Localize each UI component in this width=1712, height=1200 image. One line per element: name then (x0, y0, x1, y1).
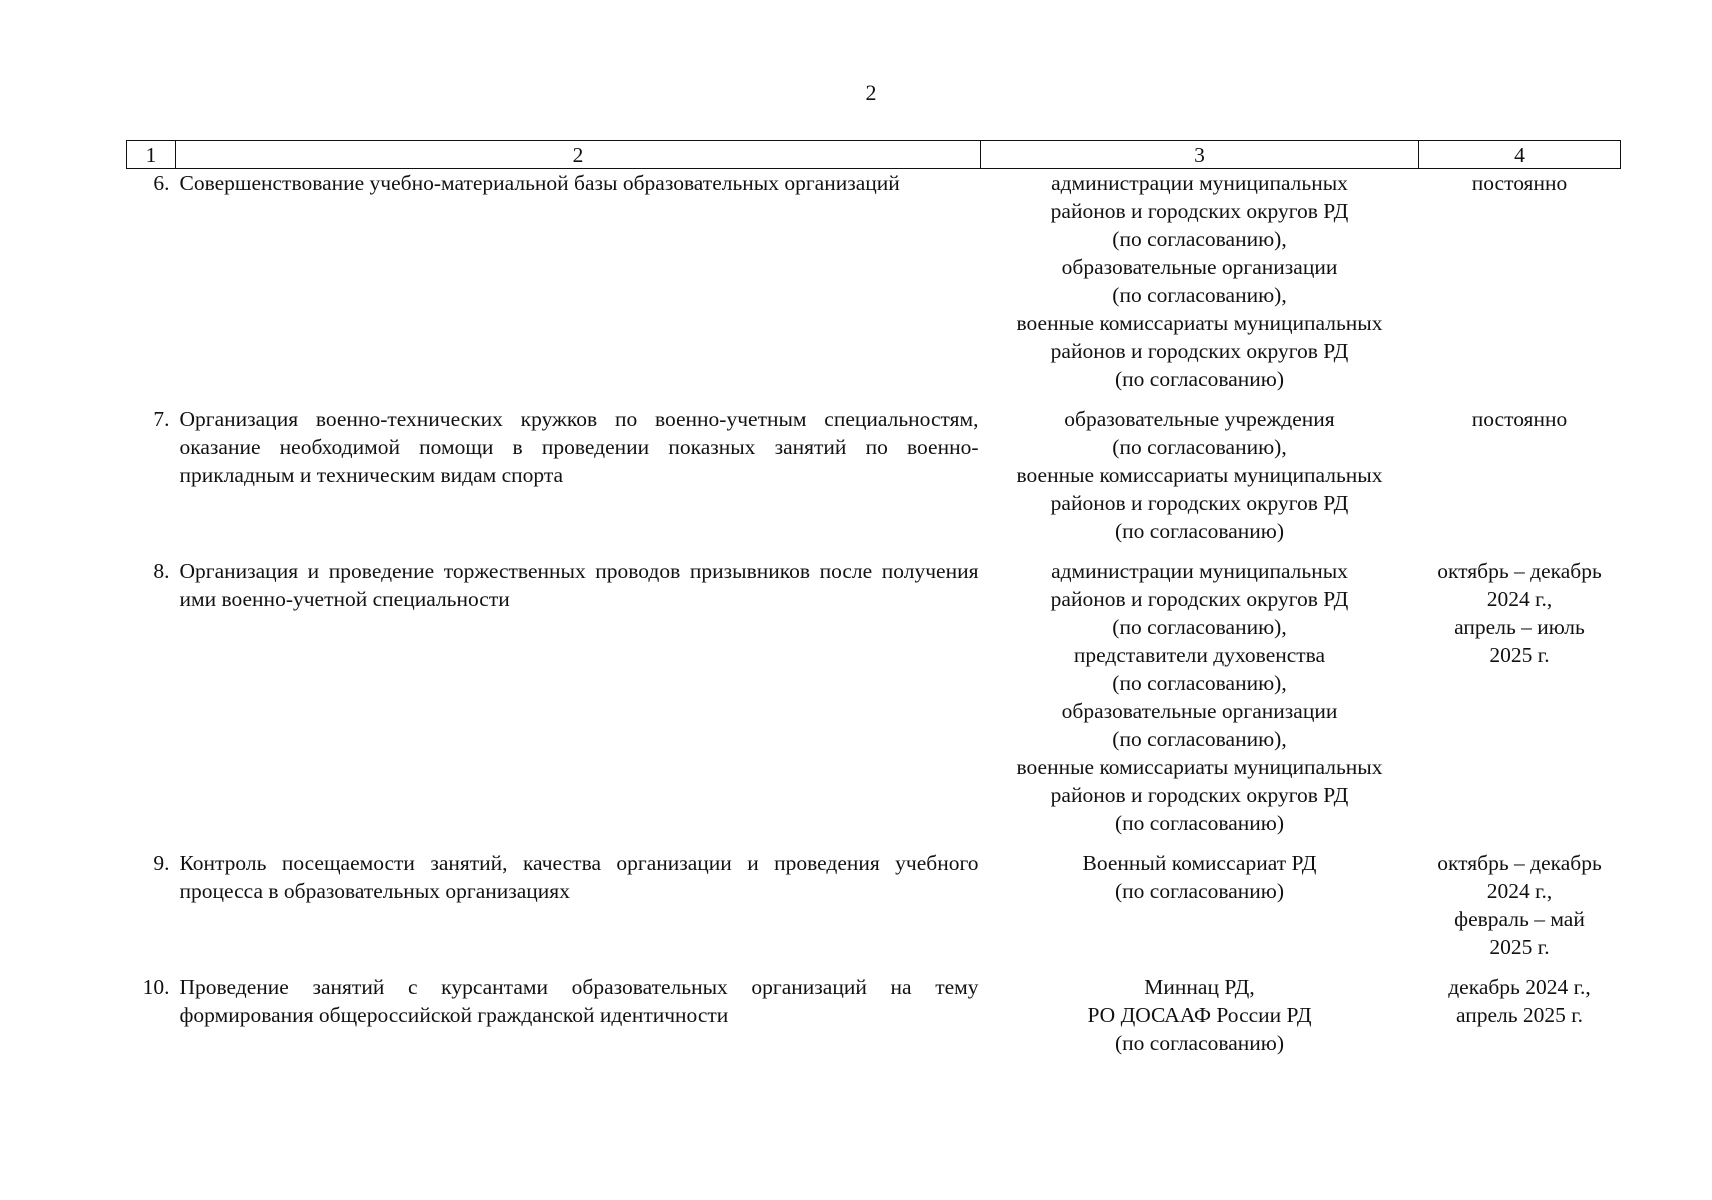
activity-description: Совершенствование учебно-материальной базы образовательных организаций (179, 171, 900, 195)
term-line: апрель – июль (1454, 615, 1585, 639)
executor-line: военные комиссариаты муниципальных (1016, 755, 1383, 779)
executor-line: администрации муниципальных (1051, 171, 1348, 195)
activity-plan-table (126, 140, 1621, 1069)
executor-line: (по согласованию) (1114, 879, 1285, 903)
activity-description: Контроль посещаемости занятий, качества организации и проведения учебного процесса в образовательных организациях (179, 851, 979, 903)
term-line: февраль – май (1454, 907, 1585, 931)
executor-line: (по согласованию), (1112, 671, 1287, 695)
term-line: 2024 г., (1486, 879, 1553, 903)
table-row (127, 405, 1621, 557)
executor-line: представители духовенства (1073, 643, 1326, 667)
term-line: 2025 г. (1489, 643, 1550, 667)
executor-line: администрации муниципальных (1051, 559, 1348, 583)
completion-term (1419, 557, 1621, 849)
completion-term (1419, 405, 1621, 557)
row-number: 10. (142, 975, 170, 999)
term-line: постоянно (1471, 407, 1568, 431)
header-col-4: 4 (1419, 141, 1621, 169)
table-body (127, 169, 1621, 1070)
table-row (127, 849, 1621, 973)
executor-line: Военный комиссариат РД (1082, 851, 1317, 875)
term-line: постоянно (1471, 171, 1568, 195)
completion-term (1419, 849, 1621, 973)
executor-line: военные комиссариаты муниципальных (1016, 311, 1383, 335)
executor-line: (по согласованию), (1112, 435, 1287, 459)
executor-line: (по согласованию) (1114, 1031, 1285, 1055)
executor-line: (по согласованию), (1112, 227, 1287, 251)
executor-line: районов и городских округов РД (1050, 339, 1349, 363)
executor-line: районов и городских округов РД (1050, 199, 1349, 223)
executor-line: районов и городских округов РД (1050, 491, 1349, 515)
activity-description: Организация и проведение торжественных проводов призывников после получения ими военно-учетной специальности (179, 559, 979, 611)
executor-line: (по согласованию), (1112, 283, 1287, 307)
executor-line: районов и городских округов РД (1050, 783, 1349, 807)
executor-line: (по согласованию) (1114, 519, 1285, 543)
term-line: октябрь – декабрь (1437, 851, 1602, 875)
table-row (127, 557, 1621, 849)
executor-line: военные комиссариаты муниципальных (1016, 463, 1383, 487)
responsible-executors (981, 557, 1419, 849)
term-line: 2024 г., (1486, 587, 1553, 611)
header-col-2: 2 (176, 141, 981, 169)
executor-line: (по согласованию), (1112, 727, 1287, 751)
responsible-executors (981, 169, 1419, 406)
page-number: 2 (865, 80, 877, 105)
executor-line: РО ДОСААФ России РД (1087, 1003, 1312, 1027)
executor-line: Миннац РД, (1144, 975, 1255, 999)
table-row (127, 169, 1621, 406)
term-line: апрель 2025 г. (1455, 1003, 1584, 1027)
responsible-executors (981, 405, 1419, 557)
executor-line: (по согласованию), (1112, 615, 1287, 639)
table-header-row (127, 141, 1621, 169)
activity-description: Организация военно-технических кружков по военно-учетным специальностям, оказание необходимой помощи в проведении показных занятий по военно-прикладным и техническим видам спорта (179, 407, 979, 487)
executor-line: образовательные учреждения (1064, 407, 1335, 431)
executor-line: (по согласованию) (1114, 811, 1285, 835)
completion-term (1419, 973, 1621, 1069)
responsible-executors (981, 849, 1419, 973)
executor-line: (по согласованию) (1114, 367, 1285, 391)
executor-line: районов и городских округов РД (1050, 587, 1349, 611)
executor-line: образовательные организации (1061, 255, 1338, 279)
row-number: 8. (153, 559, 170, 583)
term-line: декабрь 2024 г., (1448, 975, 1591, 999)
row-number: 6. (153, 171, 170, 195)
executor-line: образовательные организации (1061, 699, 1338, 723)
row-number: 7. (153, 407, 170, 431)
responsible-executors (981, 973, 1419, 1069)
header-col-3: 3 (981, 141, 1419, 169)
header-col-1: 1 (127, 141, 176, 169)
completion-term (1419, 169, 1621, 406)
row-number: 9. (153, 851, 170, 875)
activity-description: Проведение занятий с курсантами образовательных организаций на тему формирования общероссийской гражданской идентичности (179, 975, 979, 1027)
term-line: 2025 г. (1489, 935, 1550, 959)
table-row (127, 973, 1621, 1069)
term-line: октябрь – декабрь (1437, 559, 1602, 583)
